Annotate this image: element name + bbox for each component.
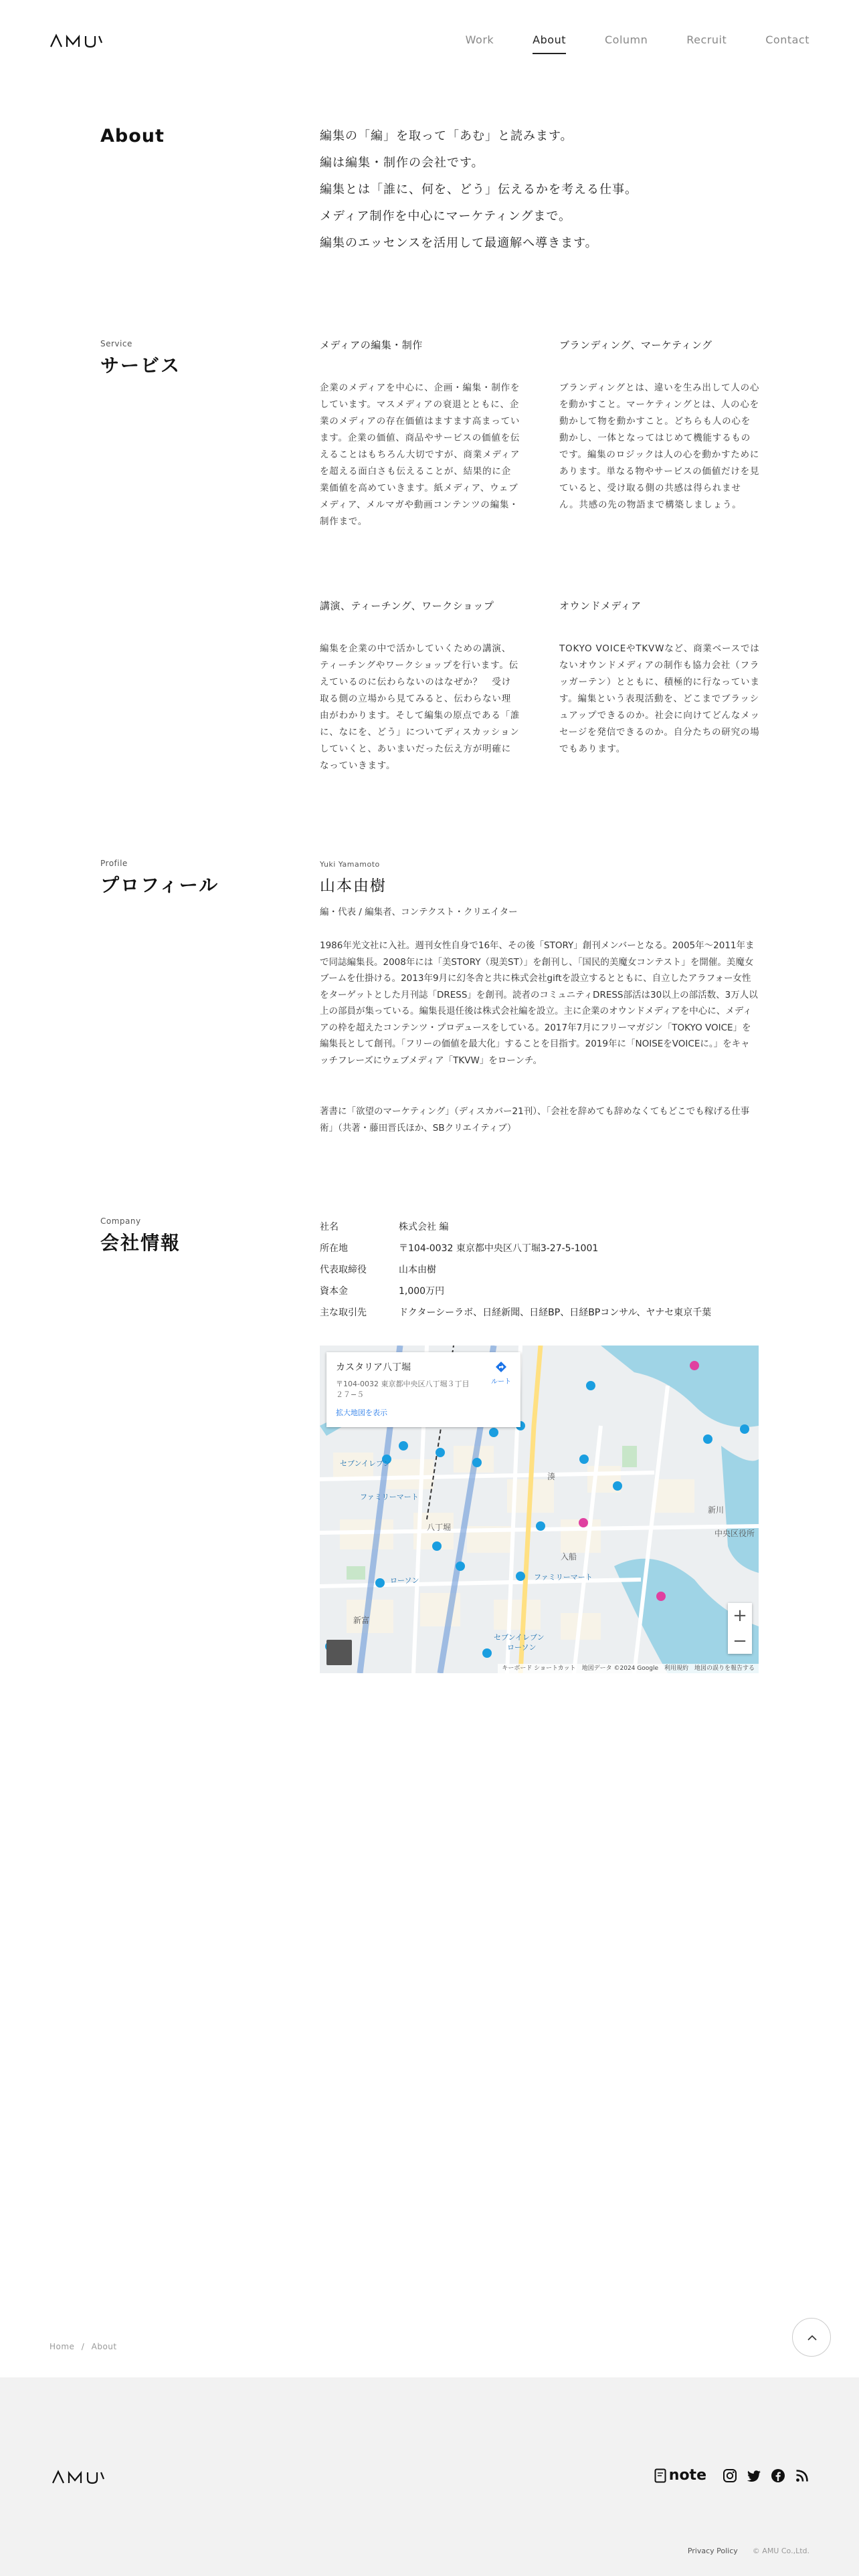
company-row xyxy=(320,1259,759,1280)
breadcrumb-current: About xyxy=(91,2342,117,2351)
company-label: Company xyxy=(100,1216,141,1226)
map-label: 八丁堀 xyxy=(427,1523,452,1532)
profile-title: プロフィール xyxy=(100,874,219,896)
site-footer xyxy=(0,2377,859,2576)
company-key: 主な取引先 xyxy=(320,1307,367,1318)
profile-name: 山本由樹 xyxy=(320,877,387,895)
company-row xyxy=(320,1216,759,1237)
service-heading: ブランディング、マーケティング xyxy=(559,339,712,351)
map-label: ファミリーマート xyxy=(360,1493,419,1501)
map-zoom-control xyxy=(728,1603,752,1654)
instagram-icon[interactable] xyxy=(723,2468,737,2483)
service-item xyxy=(320,599,520,774)
profile-name-en: Yuki Yamamoto xyxy=(320,860,380,869)
map-directions-button[interactable] xyxy=(491,1360,511,1386)
about-line: メディア制作を中心にマーケティングまで。 xyxy=(320,209,572,223)
back-to-top-button[interactable] xyxy=(792,2318,831,2357)
service-heading: 講演、ティーチング、ワークショップ xyxy=(320,600,494,612)
map-route-label: ルート xyxy=(491,1378,511,1386)
site-header xyxy=(0,0,859,83)
company-row xyxy=(320,1301,759,1323)
company-key: 所在地 xyxy=(320,1243,348,1254)
profile-books: 著書に「欲望のマーケティング」（ディスカバー21刊）、「会社を辞めても辞めなくてもどこでも稼げる仕事術」（共著・藤田晋氏ほか、SBクリエイティブ） xyxy=(320,1106,750,1134)
map-attribution[interactable]: キーボード ショートカット 地図データ ©2024 Google 利用規約 地図の誤りを報告する xyxy=(498,1664,759,1673)
footer-amu-logo[interactable] xyxy=(50,2470,108,2484)
footer-bottom xyxy=(688,2547,809,2555)
company-key: 資本金 xyxy=(320,1286,348,1297)
note-icon xyxy=(654,2468,666,2483)
about-line: 編集の「編」を取って「あむ」と読みます。 xyxy=(320,129,573,143)
about-line: 編は編集・制作の会社です。 xyxy=(320,156,484,170)
company-key: 社名 xyxy=(320,1222,339,1232)
service-heading: オウンドメディア xyxy=(559,600,642,612)
service-item xyxy=(559,599,760,758)
nav-work[interactable]: Work xyxy=(465,33,494,46)
company-value: 1,000万円 xyxy=(399,1286,445,1297)
map-label: セブンイレブン xyxy=(340,1459,391,1468)
breadcrumb-separator: / xyxy=(81,2342,85,2351)
map-label: 新川 xyxy=(708,1505,725,1515)
map-layer-toggle xyxy=(326,1640,352,1665)
service-body: 編集を企業の中で活かしていくための講演、ティーチングやワークショップを行います。伝えているのに伝わらないのはなぜか？ 受け取る側の立場から見てみると、伝わらない理由がわかります。そして編集の原点である「誰に、なにを、どう」についてディスカッションしていくと、あいまいだった伝え方が明確になっていきます。 xyxy=(320,643,520,771)
company-value: 山本由樹 xyxy=(399,1265,436,1275)
zoom-in-button[interactable]: + xyxy=(733,1606,747,1626)
service-body: TOKYO VOICEやTKVWなど、商業ベースではないオウンドメディアの制作も協力会社（フラッガーテン）とともに、積極的に行なっています。編集という表現活動を、どこまでブラッシュアップできるのか。社会に向けてどんなメッセージを発信できるのか。自分たちの研究の場でもあります。 xyxy=(559,643,760,754)
privacy-policy-link[interactable]: Privacy Policy xyxy=(687,2547,738,2555)
chevron-up-icon xyxy=(793,2319,832,2357)
map-label: 入船 xyxy=(561,1552,577,1562)
service-item xyxy=(559,338,760,514)
map-label: セブンイレブン xyxy=(494,1633,545,1642)
map-place-address: 〒104-0032 東京都中央区八丁堀３丁目２７−５ xyxy=(336,1380,470,1399)
company-title: 会社情報 xyxy=(100,1232,181,1254)
company-value: 株式会社 編 xyxy=(399,1222,449,1232)
map-place-name: カスタリア八丁堀 xyxy=(336,1362,411,1373)
zoom-out-button[interactable]: − xyxy=(733,1631,747,1651)
map-label: 湊 xyxy=(547,1472,556,1481)
amu-logo[interactable] xyxy=(50,33,104,48)
breadcrumb xyxy=(50,2342,121,2351)
company-info-table xyxy=(320,1216,759,1323)
rss-icon[interactable] xyxy=(795,2468,809,2483)
about-line: 編集とは「誰に、何を、どう」伝えるかを考える仕事。 xyxy=(320,183,638,197)
about-title: About xyxy=(100,126,165,146)
nav-about[interactable]: About xyxy=(533,33,566,50)
service-title: サービス xyxy=(100,354,181,377)
about-line: 編集のエッセンスを活用して最適解へ導きます。 xyxy=(320,236,598,250)
google-map-embed[interactable] xyxy=(320,1346,759,1673)
company-value: ドクターシーラボ、日経新聞、日経BP、日経BPコンサル、ヤナセ東京千葉 xyxy=(399,1307,712,1318)
profile-bio: 1986年光文社に入社。週刊女性自身で16年、その後「STORY」創刊メンバーとなる。2005年〜2011年まで同誌編集長。2008年には「美STORY（現美ST）」を創刊し、「国民的美魔女コンテスト」を開催。美魔女ブームを仕掛ける。2013年9月に幻冬舎と共に株式会社giftを設立するとともに、自立したアラフォー女性をターゲットとした月刊誌「DRESS」を創刊。読者のコミュニティDRESS部活は30以上の部活数、3万人以上の部員が集っている。編集長退任後は株式会社編を設立。主に企業のオウンドメディアを中心に、メディアの枠を超えたコンテンツ・プロデュースをしている。2017年7月にフリーマガジン「TOKYO VOICE」を編集長として創刊。「フリーの価値を最大化」することを目指す。2019年に「NOISEをVOICEに。」をキャッチフレーズにウェブメディア「TKVW」をローンチ。 xyxy=(320,940,758,1066)
company-row xyxy=(320,1237,759,1259)
service-heading: メディアの編集・制作 xyxy=(320,339,423,351)
note-link[interactable] xyxy=(654,2467,706,2484)
map-enlarge-link[interactable]: 拡大地図を表示 xyxy=(336,1408,387,1417)
directions-icon xyxy=(494,1360,508,1374)
service-label: Service xyxy=(100,339,132,348)
nav-recruit[interactable]: Recruit xyxy=(686,33,727,46)
company-key: 代表取締役 xyxy=(320,1265,367,1275)
note-label: note xyxy=(668,2467,706,2484)
map-label: 中央区役所 xyxy=(714,1529,755,1538)
map-label: ローソン xyxy=(507,1643,537,1652)
profile-label: Profile xyxy=(100,859,128,868)
copyright: © AMU Co.,Ltd. xyxy=(752,2547,809,2555)
about-intro xyxy=(320,127,775,261)
service-body: ブランディングとは、違いを生み出して人の心を動かすこと。マーケティングとは、人の心を動かして物を動かすこと。どちらも人の心を動かし、一体となってはじめて機能するものです。編集のロジックは人の心を動かすためにあります。単なる物やサービスの価値だけを見ていると、受け取る側の共感は得られません。共感の先の物語まで構築しましょう。 xyxy=(559,383,760,510)
facebook-icon[interactable] xyxy=(771,2468,785,2483)
service-body: 企業のメディアを中心に、企画・編集・制作をしています。マスメディアの衰退とともに、企業のメディアの存在価値はますます高まっています。企業の価値、商品やサービスの価値を伝えることはもちろん大切ですが、商業メディアを超える面白さも伝えることが、結果的に企業価値を高めていきます。紙メディア、ウェブメディア、メルマガや動画コンテンツの編集・制作まで。 xyxy=(320,383,520,527)
service-item xyxy=(320,338,520,530)
social-links xyxy=(654,2467,809,2484)
company-row xyxy=(320,1280,759,1301)
global-nav xyxy=(427,33,809,50)
breadcrumb-home[interactable]: Home xyxy=(50,2342,75,2351)
map-place-card xyxy=(326,1352,520,1427)
nav-column[interactable]: Column xyxy=(604,33,648,46)
twitter-icon[interactable] xyxy=(747,2468,761,2483)
nav-contact[interactable]: Contact xyxy=(765,33,809,46)
company-value: 〒104-0032 東京都中央区八丁堀3-27-5-1001 xyxy=(399,1243,599,1254)
map-label: ローソン xyxy=(390,1576,419,1585)
map-label: ファミリーマート xyxy=(534,1573,593,1582)
map-label: 新富 xyxy=(353,1616,370,1625)
profile-role: 編・代表 / 編集者、コンテクスト・クリエイター xyxy=(320,907,518,918)
